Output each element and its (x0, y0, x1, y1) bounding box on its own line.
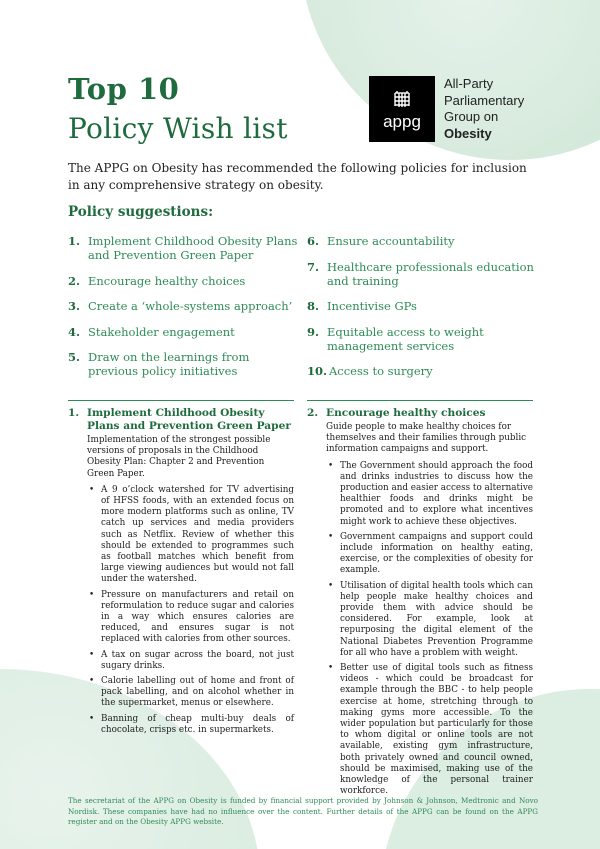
list-number: 10. (307, 364, 328, 378)
logo-line: Parliamentary (444, 92, 525, 108)
list-item (307, 234, 455, 248)
list-item (326, 581, 533, 659)
logo-mark-text: appg (383, 111, 421, 131)
section-title: Implement Childhood Obesity Plans and Prevention Green Paper (87, 407, 291, 432)
bullet-dot: • (89, 589, 95, 600)
list-item (68, 350, 298, 378)
section-heading (307, 407, 533, 420)
section-intro: Guide people to make healthy choices for themselves and their families through public information campaigns and support. (326, 422, 527, 455)
bullet-text: Better use of digital tools such as fitness videos - which could be broadcast for example through the BBC - to help people exercise at home, stretching through to making gyms more accessible. To the wider population but particularly for those to whom digital or online tools are not available, existing gym infrastructure, both privately owned and council owned, should be maximised, making use of the knowledge of the personal trainer workforce. (340, 663, 533, 797)
section-intro: Implementation of the strongest possible versions of proposals in the Childhood Obesity Plan: Chapter 2 and Prevention Green Paper. (87, 435, 271, 479)
section-divider (68, 400, 294, 401)
bullet-text: Banning of cheap multi-buy deals of chocolate, crisps etc. in supermarkets. (101, 713, 294, 735)
list-item (307, 325, 537, 353)
page-title-line1: Top 10 (68, 72, 180, 106)
page-title-line2: Policy Wish list (68, 112, 288, 145)
section-title: Encourage healthy choices (326, 407, 486, 419)
list-item (87, 676, 294, 710)
list-text: Equitable access to weight management services (327, 325, 484, 353)
list-number: 4. (68, 325, 81, 339)
list-text: Stakeholder engagement (88, 325, 235, 339)
bullet-list (87, 485, 294, 736)
list-text: Ensure accountability (327, 234, 455, 248)
list-item (87, 650, 294, 672)
bullet-dot: • (89, 713, 95, 724)
suggestions-heading: Policy suggestions: (68, 204, 214, 220)
logo-line: All-Party (444, 76, 494, 91)
list-item (68, 274, 245, 288)
list-number: 1. (68, 234, 81, 248)
list-text: Create a ‘whole-systems approach’ (88, 299, 293, 313)
bullet-text: Utilisation of digital health tools which can help people make healthy choices and provide them with advice should be considered. For example, look at repurposing the digital element of the National Diabetes Prevention Programme for all who have a problem with weight. (340, 580, 533, 658)
bullet-text: The Government should approach the food and drinks industries to discuss how the production and easier access to alternative healthier foods and drinks might be promoted and to explore what incentives might work to achieve these objectives. (340, 460, 533, 527)
bullet-dot: • (328, 460, 334, 471)
list-number: 9. (307, 325, 320, 339)
list-item (326, 461, 533, 528)
list-number: 2. (68, 274, 81, 288)
bullet-dot: • (328, 531, 334, 542)
section-divider (307, 400, 533, 401)
bullet-dot: • (89, 649, 95, 660)
list-item (307, 260, 537, 288)
list-item (87, 714, 294, 736)
logo-line: Obesity (444, 125, 492, 141)
list-number: 7. (307, 260, 320, 274)
bullet-text: A tax on sugar across the board, not just sugary drinks. (101, 649, 294, 671)
list-number: 3. (68, 299, 81, 313)
logo-caption (444, 76, 524, 142)
list-item (68, 325, 235, 339)
list-text: Healthcare professionals education and training (327, 260, 534, 288)
section-heading (68, 407, 294, 433)
list-number: 8. (307, 299, 320, 313)
list-text: Incentivise GPs (327, 299, 417, 313)
appg-logo (369, 76, 435, 142)
bullet-dot: • (89, 676, 95, 687)
bullet-dot: • (328, 580, 334, 591)
list-item (87, 485, 294, 586)
bullet-text: A 9 o’clock watershed for TV advertising of HFSS foods, with an extended focus on more modern platforms such as online, TV catch up services and media providers such as Netflix. Review of whether this should be extended to programmes such as football matches which benefit from large viewing audiences but would not fall under the watershed. (101, 484, 294, 585)
list-text: Implement Childhood Obesity Plans and Prevention Green Paper (88, 234, 298, 262)
list-item (307, 299, 417, 313)
bullet-dot: • (89, 484, 95, 495)
list-item (68, 234, 298, 262)
bullet-list (326, 461, 533, 798)
list-number: 5. (68, 350, 81, 364)
bullet-text: Government campaigns and support could include information on healthy eating, exercise, or the complexities of obesity for example. (340, 531, 533, 576)
list-item (87, 590, 294, 646)
funding-footer: The secretariat of the APPG on Obesity is funded by financial support provided by Johnson & Johnson, Medtronic and Novo Nordisk. These companies have had no influence over the content. Further details of the APPG can be found on the APPG register and on the Obesity APPG website. (68, 796, 538, 826)
list-text: Access to surgery (329, 364, 433, 378)
section-number: 1. (68, 407, 80, 419)
list-item (68, 299, 292, 313)
logo-line: Group on (444, 109, 499, 124)
list-text: Draw on the learnings from previous policy initiatives (88, 350, 250, 378)
bullet-text: Calorie labelling out of home and front of pack labelling, and on alcohol whether in the supermarket, menus or elsewhere. (101, 676, 294, 709)
section-number: 2. (307, 407, 319, 419)
bullet-text: Pressure on manufacturers and retail on reformulation to reduce sugar and calories in a way which ensures calories are reduced, and ensures sugar is not replaced with calories from other sources. (101, 589, 294, 645)
section-2 (307, 407, 533, 802)
list-item (307, 364, 433, 378)
list-text: Encourage healthy choices (88, 274, 246, 288)
section-1 (68, 407, 294, 740)
bullet-dot: • (328, 663, 334, 674)
list-item (326, 532, 533, 577)
portcullis-icon (391, 89, 413, 111)
list-number: 6. (307, 234, 320, 248)
list-item (326, 663, 533, 797)
intro-paragraph: The APPG on Obesity has recommended the following policies for inclusion in any comprehensive strategy on obesity. (68, 161, 527, 192)
